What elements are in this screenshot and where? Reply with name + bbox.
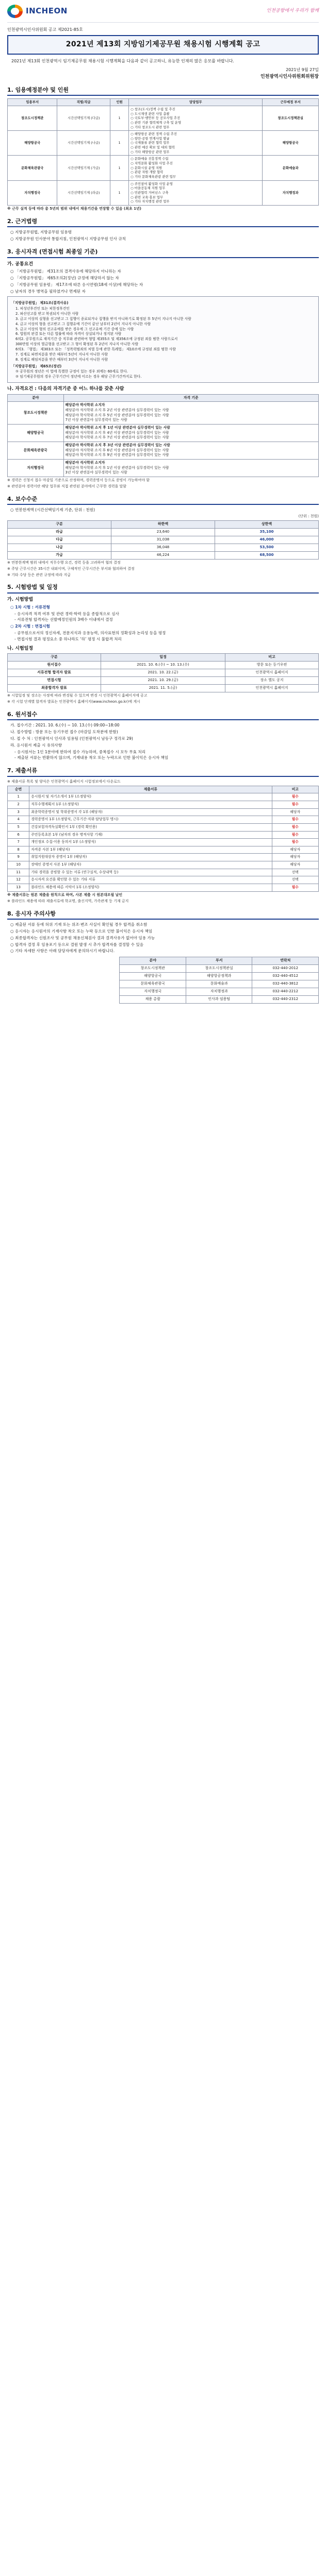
qualification-field: 해양항공국 (8, 425, 64, 442)
document-row (8, 831, 319, 839)
law-item: ○ 지방공무원 인사분야 통합지침, 인천광역시 지방공무원 인사 규칙 (10, 236, 126, 242)
qualification-criteria (63, 402, 318, 425)
document-row (8, 876, 319, 884)
schedule-remark: 인천광역시 홈페이지 (225, 669, 319, 677)
position-table-header (8, 99, 319, 106)
position-duty (129, 106, 263, 130)
document-name: 장애인 증명서 사본 1부 (해당자) (29, 861, 272, 869)
col-field: 분야 (8, 394, 64, 402)
contact-dept: 인사과 임용팀 (186, 995, 252, 1003)
document-name: 개인정보 수집·이용 동의서 1부 (소정양식) (29, 839, 272, 846)
notice-intro: 2021년 제13회 인천광역시 임기제공무원 채용시험 시행계획을 다음과 같이 공고하니, 유능한 인재의 많은 응모를 바랍니다. (11, 59, 234, 64)
position-row (8, 131, 319, 156)
schedule-stage: 면접시험 (8, 677, 101, 685)
notice-number: 인천광역시인사위원회 공고 제2021-85호 (7, 27, 83, 32)
schedule-header (8, 654, 319, 662)
duty-line: ○ 도시재생 관련 사업 총괄 (131, 111, 170, 116)
exam-method-item: ○ 2차 시험 : 면접시험 (10, 624, 50, 629)
col-place: 근무예정 부서 (263, 99, 319, 106)
documents-note: ※ 블라인드 채용에 따라 제출서류에 학교명, 출신지역, 가족관계 등 기재 금지 (7, 899, 129, 903)
contact-phone: 032-440-4512 (252, 972, 319, 980)
document-number: 13 (8, 884, 29, 892)
retirement-row: ① 공무원의 정년은 이 법에 특별한 규정이 있는 경우 외에는 60세로 한다. (15, 369, 128, 374)
document-row (8, 861, 319, 869)
document-number: 5 (8, 823, 29, 831)
requirement-item: ○ 「지방공무원법」 제65조의2(정년) 규정에 해당하지 않는 자 (10, 276, 119, 281)
schedule-row (8, 677, 319, 685)
criteria-line: 7년 이상 관련분야 실무경력이 있는 사람 (65, 418, 127, 422)
salary-max: 53,500 (215, 544, 319, 551)
col-min: 하한액 (111, 520, 215, 528)
contact-phone: 032-440-3812 (252, 980, 319, 988)
common-requirements-list (7, 269, 319, 294)
exam-schedule-title: 나. 시험일정 (7, 646, 34, 651)
col-field: 분야 (120, 957, 186, 965)
application-item: - 제출된 서류는 반환하지 않으며, 기재내용 착오 또는 누락으로 인한 불이익은 응시자 책임 (14, 755, 169, 760)
document-name: 응시자격 요건을 확인할 수 있는 기타 서류 (29, 876, 272, 884)
schedule-row (8, 669, 319, 677)
caution-list (7, 922, 319, 954)
position-grade: 시간선택임기제 (라급) (57, 180, 110, 205)
law-item: ○ 지방공무원법, 지방공무원 임용령 (10, 230, 72, 235)
duty-line: ○ 기타 자치행정 관련 업무 (131, 199, 170, 204)
col-doc: 제출서류 (29, 786, 272, 793)
position-table-body (8, 106, 319, 205)
documents-header (8, 786, 319, 793)
disqualification-row: 6. 법원의 판결 또는 다른 법률에 따라 자격이 상실되거나 정지된 사람 (15, 332, 122, 336)
retirement-list (11, 369, 315, 380)
position-table (7, 98, 319, 205)
contact-row (120, 995, 319, 1003)
criteria-line: 해당분야 박사학위 소지자 (65, 403, 105, 408)
document-remark: 해당자 (272, 808, 318, 816)
salary-row (8, 551, 319, 559)
document-row (8, 823, 319, 831)
schedule-remark: 장소 별도 공지 (225, 677, 319, 685)
contact-table (119, 957, 319, 1004)
salary-notes (7, 561, 319, 578)
salary-row (8, 536, 319, 544)
duty-line: ○ 창조(도시)정책 수립 및 추진 (131, 107, 175, 111)
document-row (8, 808, 319, 816)
criteria-line: 해당분야 석사학위 소지자 (65, 460, 105, 465)
schedule-date: 2021. 10. 6.(수) ~ 10. 13.(수) (101, 662, 225, 669)
incheon-logo-icon (7, 5, 23, 18)
position-count: 1 (110, 131, 128, 156)
disqualification-row: 4. 금고 이상의 형을 선고받고 그 집행유예 기간이 끝난 날부터 2년이 지나지 아니한 사람 (15, 321, 151, 326)
disqualification-row: 8. 징계로 해임처분을 받은 때부터 3년이 지나지 아니한 사람 (15, 357, 108, 362)
disqualification-row: 3. 금고 이상의 실형을 선고받고 그 집행이 종료되거나 집행을 받지 아니하기로 확정된 후 5년이 지나지 아니한 사람 (15, 316, 191, 321)
documents-body (8, 793, 319, 891)
qualification-field: 창조도시정책관 (8, 402, 64, 425)
criteria-line: 해당분야 학사학위 소지 후 7년 이상 관련분야 실무경력이 있는 사람 (65, 435, 169, 440)
slogan: 인천공항에서 우리가 함께 (266, 8, 319, 14)
contact-phone: 032-440-2012 (252, 965, 319, 973)
document-number: 12 (8, 876, 29, 884)
position-count: 1 (110, 106, 128, 130)
salary-grade: 다급 (8, 536, 111, 544)
schedule-remark: 방문 또는 등기우편 (225, 662, 319, 669)
schedule-date: 2021. 10. 29.(금) (101, 677, 225, 685)
salary-row (8, 528, 319, 536)
document-remark: 필수 (272, 793, 318, 801)
document-remark: 필수 (272, 801, 318, 809)
disqualification-box (7, 296, 319, 383)
document-number: 6 (8, 831, 29, 839)
contact-row (120, 980, 319, 988)
contact-field: 자치행정국 (120, 988, 186, 995)
document-row (8, 793, 319, 801)
position-duty (129, 180, 263, 205)
duty-line: ○ 항만·공항 연계사업 발굴 (131, 136, 170, 141)
disqualification-row: 1. 피성년후견인 또는 피한정후견인 (15, 307, 70, 311)
document-number: 9 (8, 854, 29, 861)
criteria-line: 해당분야 석사학위 소지 후 6년 이상 관련분야 실무경력이 있는 사람 (65, 448, 169, 452)
salary-header (8, 520, 319, 528)
contact-phone: 032-440-2212 (252, 988, 319, 995)
document-row (8, 846, 319, 854)
contact-dept: 문화예술과 (186, 980, 252, 988)
schedule-table (7, 653, 319, 692)
position-duty (129, 131, 263, 156)
qualification-row (8, 459, 319, 477)
position-count: 1 (110, 156, 128, 180)
exam-method-item: - 면접시험 결과 평정요소 중 하나라도 ‘하’ 평정 시 불합격 처리 (14, 636, 122, 641)
document-remark: 필수 (272, 823, 318, 831)
schedule-stage: 최종합격자 발표 (8, 685, 101, 692)
salary-grade: 라급 (8, 528, 111, 536)
criteria-line: 해당분야 학사학위 소지 후 9년 이상 관련분야 실무경력이 있는 사람 (65, 453, 169, 457)
disqualification-title: 「지방공무원법」 제31조(결격사유) (11, 301, 69, 306)
duty-line: ○ 마을공동체 지원 업무 (131, 186, 166, 191)
application-item: - 응시원서는 1인 1분야에 한하여 접수 가능하며, 중복접수 시 모두 무효 처리 (14, 749, 146, 754)
duty-line: ○ 국토부·행안부 등 공모사업 추진 (131, 116, 181, 121)
schedule-row (8, 662, 319, 669)
document-name: 블라인드 채용에 따른 서약서 1부 (소정양식) (29, 884, 272, 892)
incheon-logo (7, 5, 68, 18)
section-2-heading: 2. 근거법령 (7, 217, 319, 228)
caution-item: ○ 응시자는 응시원서의 기재사항 착오 또는 누락 등으로 인한 불이익은 응시자 책임 (10, 928, 153, 934)
col-no: 순번 (8, 786, 29, 793)
salary-min: 31,038 (111, 536, 215, 544)
document-row (8, 884, 319, 892)
contact-dept: 해양항공정책과 (186, 972, 252, 980)
document-row (8, 816, 319, 824)
document-number: 3 (8, 808, 29, 816)
notice-date: 2021년 9월 27일 (286, 67, 319, 72)
criteria-line: 해당분야 박사학위 소지 후 3년 이상 관련분야 실무경력이 있는 사람 (65, 443, 170, 447)
document-row (8, 839, 319, 846)
document-number: 8 (8, 846, 29, 854)
document-number: 2 (8, 801, 29, 809)
col-date: 일정 (101, 654, 225, 662)
document-remark: 선택 (272, 876, 318, 884)
document-remark: 필수 (272, 884, 318, 892)
application-list (7, 723, 319, 761)
retirement-row: ② 임기제공무원의 경우 근무기간이 정년에 이르는 경우 해당 근무기간까지로 한다. (15, 375, 142, 379)
document-remark: 필수 (272, 831, 318, 839)
position-place: 자치행정과 (263, 180, 319, 205)
contact-row (120, 965, 319, 973)
criteria-line: 해당분야 석사학위 소지 후 4년 이상 관련분야 실무경력이 있는 사람 (65, 430, 169, 435)
position-place: 창조도시정책관실 (263, 106, 319, 130)
salary-body (8, 528, 319, 559)
col-duty: 담당업무 (129, 99, 263, 106)
notice-org: 인천광역시인사위원회위원장 (260, 74, 319, 79)
documents-desc: ※ 제출서류 목록 및 양식은 인천광역시 홈페이지 시험정보에서 다운로드 (7, 779, 121, 784)
document-name: 취업지원대상자 증명서 1부 (해당자) (29, 854, 272, 861)
disqualification-row: 5. 금고 이상의 형의 선고유예를 받은 경우에 그 선고유예 기간 중에 있는 사람 (15, 327, 134, 331)
requirement-item: ○ 남자의 경우 병역을 필하였거나 면제된 자 (10, 289, 86, 294)
documents-table (7, 786, 319, 892)
schedule-row (8, 685, 319, 692)
duty-line: ○ 관련 교육·홍보 업무 (131, 195, 164, 199)
retirement-title: 「지방공무원법」 제65조(정년) (11, 364, 62, 368)
section-6-heading: 6. 원서접수 (7, 710, 319, 721)
caution-item: ○ 기타 자세한 사항은 아래 담당자에게 문의하시기 바랍니다. (10, 948, 115, 954)
notice-title: 2021년 제13회 지방임기제공무원 채용시험 시행계획 공고 (7, 35, 319, 55)
disqualification-row: 7. 징계로 파면처분을 받은 때부터 5년이 지나지 아니한 사람 (15, 352, 108, 357)
section-3-heading: 3. 응시자격 (면접시험 최종일 기준) (7, 248, 319, 258)
qualification-row (8, 442, 319, 459)
exam-method-item: - 서류전형 합격자는 선발예정인원의 3배수 이내에서 결정 (14, 617, 113, 622)
disqualification-row: 6의2. 공무원으로 재직기간 중 직무와 관련하여 형법 제355조 및 제356조에 규정된 죄를 범한 사람으로서 (15, 337, 178, 342)
contact-field: 창조도시정책관 (120, 965, 186, 973)
criteria-line: 3년 이상 관련분야 실무경력이 있는 사람 (65, 470, 127, 475)
brand-bar (7, 0, 319, 23)
section-1-heading: 1. 임용예정분야 및 인원 (7, 86, 319, 96)
document-remark: 필수 (272, 816, 318, 824)
qualification-criteria (63, 442, 318, 459)
document-number: 7 (8, 839, 29, 846)
notice-page (0, 0, 326, 1012)
duty-line: ○ 관련 기관 협력체계 구축 및 운영 (131, 120, 182, 125)
document-name: 경력증명서 1부 (소정양식, 근무기간·직위·담당업무 명시) (29, 816, 272, 824)
schedule-note: ※ 시험일정 및 장소는 사정에 따라 변경될 수 있으며 변경 시 인천광역시 홈페이지에 공고 (7, 693, 148, 698)
position-grade: 시간선택임기제 (가급) (57, 156, 110, 180)
salary-unit: (단위 : 천원) (298, 514, 319, 519)
schedule-stage: 원서접수 (8, 662, 101, 669)
duty-line: ○ 국제물류 관련 협력 업무 (131, 141, 170, 145)
salary-note: ※ 기타 수당 등은 관련 규정에 따라 지급 (7, 572, 71, 577)
qualification-field: 문화체육관광국 (8, 442, 64, 459)
duty-line: ○ 기타 문화체육관광 관련 업무 (131, 174, 176, 179)
duty-line: ○ 해양항공 관련 정책 수립 추진 (131, 132, 177, 137)
duty-line: ○ 민관협력 거버넌스 구축 (131, 190, 169, 195)
disqualification-row: 6의3. 「형법」 제303조 또는 「성폭력범죄의 처벌 등에 관한 특례법」 제10조에 규정된 죄를 범한 사람 (15, 347, 176, 351)
position-place: 해양항공국 (263, 131, 319, 156)
salary-max: 68,500 (215, 551, 319, 559)
qualification-row (8, 425, 319, 442)
schedule-note: ※ 각 시험 단계별 합격자 발표는 인천광역시 홈페이지(www.incheon.go.kr)에 게시 (7, 699, 140, 704)
application-item: 다. 접 수 처 : 인천광역시 인사과 임용팀 (인천광역시 남동구 정각로 29) (10, 736, 133, 741)
exam-method-item: ○ 1차 시험 : 서류전형 (10, 604, 50, 609)
section-5-heading: 5. 시험방법 및 일정 (7, 583, 319, 594)
contact-field: 문화체육관광국 (120, 980, 186, 988)
contact-body (120, 965, 319, 1004)
application-item: 가. 접수기간 : 2021. 10. 6.(수) ~ 10. 13.(수) 09:00~18:00 (10, 723, 120, 728)
exam-method-list (7, 605, 319, 642)
contact-header (120, 957, 319, 965)
col-dept: 부서 (186, 957, 252, 965)
salary-note: ※ 연봉한계액 범위 내에서 직무수행 요건, 경력 등을 고려하여 협의 결정 (7, 560, 121, 565)
qualification-header (8, 394, 319, 402)
position-dept: 자치행정국 (8, 180, 57, 205)
document-name: 기타 경력을 증빙할 수 있는 서류 (연구실적, 수상내역 등) (29, 869, 272, 876)
salary-min: 36,048 (111, 544, 215, 551)
exam-method-item: - 응시자격 적격 여부 및 관련 경력·학력 등을 종합적으로 심사 (14, 611, 119, 616)
caution-item: ○ 제출된 서류 등에 허위 기재 또는 위조·변조 사실이 확인될 경우 합격을 취소함 (10, 922, 148, 927)
col-criteria: 자격 기준 (63, 394, 318, 402)
contact-dept: 창조도시정책관실 (186, 965, 252, 973)
salary-min: 23,640 (111, 528, 215, 536)
exam-method-title: 가. 시험방법 (7, 597, 34, 603)
col-phone: 연락처 (252, 957, 319, 965)
salary-min: 46,224 (111, 551, 215, 559)
document-remark: 해당자 (272, 846, 318, 854)
qualification-note: ※ 관련분야 경력이란 해당 업무와 직접 관련된 분야에서 근무한 경력을 말함 (7, 484, 126, 488)
contact-field: 해양항공국 (120, 972, 186, 980)
col-count: 인원 (110, 99, 128, 106)
requirement-item: ○ 「지방공무원 임용령」 제17조에 따른 응시연령(18세 이상)에 해당하는 자 (10, 282, 143, 287)
document-row (8, 869, 319, 876)
schedule-date: 2021. 10. 22.(금) (101, 669, 225, 677)
criteria-line: 해당분야 석사학위 소지 후 2년 이상 관련분야 실무경력이 있는 사람 (65, 408, 169, 413)
disqualification-row: 2. 파산선고를 받고 복권되지 아니한 사람 (15, 312, 79, 316)
requirement-item: ○ 「지방공무원법」 제31조의 결격사유에 해당하지 아니하는 자 (10, 269, 121, 274)
position-grade: 시간선택임기제 (다급) (57, 106, 110, 130)
application-item: 라. 응시원서 제출 시 유의사항 (10, 742, 62, 748)
exam-method-item: - 공무원으로서의 정신자세, 전문지식과 응용능력, 의사표현의 정확성과 논리성 등을 평정 (14, 630, 166, 635)
salary-grade: 나급 (8, 544, 111, 551)
application-item: 나. 접수방법 : 방문 또는 등기우편 접수 (마감일 도착분에 한함) (10, 730, 118, 735)
salary-grade: 가급 (8, 551, 111, 559)
caution-item: ○ 최종합격자는 신원조사 및 공무원 채용신체검사 결과 결격사유가 없어야 임용 가능 (10, 935, 155, 940)
position-grade: 시간선택임기제 (나급) (57, 131, 110, 156)
document-number: 4 (8, 816, 29, 824)
position-duty (129, 156, 263, 180)
position-row (8, 180, 319, 205)
col-note: 비고 (272, 786, 318, 793)
document-name: 응시원서 및 자기소개서 1부 (소정양식) (29, 793, 272, 801)
document-name: 자격증 사본 1부 (해당자) (29, 846, 272, 854)
section-4-heading: 4. 보수수준 (7, 495, 319, 505)
section-7-heading: 7. 제출서류 (7, 767, 319, 777)
salary-table (7, 520, 319, 560)
duty-line: ○ 기타 해양항공 관련 업무 (131, 149, 170, 154)
qualification-title: 나. 자격요건 : 다음의 자격기준 중 어느 하나를 갖춘 사람 (7, 386, 124, 392)
document-name: 건강보험자격득실확인서 1부 (경력 확인용) (29, 823, 272, 831)
col-max: 상한액 (215, 520, 319, 528)
salary-row (8, 544, 319, 551)
position-count: 1 (110, 180, 128, 205)
document-name: 주민등록초본 1부 (남자의 경우 병적사항 기재) (29, 831, 272, 839)
criteria-line: 해당분야 학사학위 소지 후 1년 이상 관련분야 실무경력이 있는 사람 (65, 465, 169, 470)
disqualification-list (11, 307, 315, 362)
qualification-row (8, 402, 319, 425)
salary-note: ※ 주당 근무시간은 35시간 내외이며, 구체적인 근무시간은 부서와 협의하여 결정 (7, 566, 135, 571)
position-dept: 문화체육관광국 (8, 156, 57, 180)
position-dept: 창조도시정책관 (8, 106, 57, 130)
col-remark: 비고 (225, 654, 319, 662)
salary-max: 46,000 (215, 536, 319, 544)
contact-phone: 032-440-2312 (252, 995, 319, 1003)
schedule-date: 2021. 11. 5.(금) (101, 685, 225, 692)
duty-line: ○ 문화예술 진흥정책 수립 (131, 157, 169, 161)
document-number: 1 (8, 793, 29, 801)
position-dept: 해양항공국 (8, 131, 57, 156)
contact-field: 채용 총괄 (120, 995, 186, 1003)
position-row (8, 156, 319, 180)
document-name: 최종학력증명서 및 학위증명서 각 1부 (해당자) (29, 808, 272, 816)
duty-line: ○ 관광 자원 개발 협력 (131, 170, 164, 175)
caution-item: ○ 합격자 결정 후 임용포기 등으로 결원 발생 시 추가 합격자를 결정할 수 있음 (10, 942, 144, 947)
documents-note: ※ 제출서류는 원본 제출을 원칙으로 하며, 사본 제출 시 원본대조필 날인 (7, 892, 123, 897)
qualification-field: 자치행정국 (8, 459, 64, 477)
document-row (8, 854, 319, 861)
document-name: 직무수행계획서 1부 (소정양식) (29, 801, 272, 809)
criteria-line: 해당분야 학사학위 소지 후 5년 이상 관련분야 실무경력이 있는 사람 (65, 413, 169, 417)
duty-line: ○ 문화시설 운영 지원 (131, 165, 162, 170)
schedule-remark: 인천광역시 홈페이지 (225, 685, 319, 692)
document-remark: 해당자 (272, 861, 318, 869)
section-8-heading: 8. 응시자 주의사항 (7, 910, 319, 920)
contact-row (120, 988, 319, 995)
qualification-body (8, 402, 319, 477)
contact-dept: 자치행정과 (186, 988, 252, 995)
document-number: 11 (8, 869, 29, 876)
duty-line: ○ 기타 창조도시 관련 업무 (131, 125, 170, 129)
disqualification-row: 300만원 이상의 벌금형을 선고받고 그 형이 확정된 후 2년이 지나지 아니한 사람 (15, 342, 139, 347)
criteria-line: 해당분야 박사학위 소지 후 1년 이상 관련분야 실무경력이 있는 사람 (65, 426, 170, 430)
qualification-criteria (63, 459, 318, 477)
salary-desc: ○ 연봉한계액 (시간선택임기제 기준, 단위 : 천원) (10, 507, 95, 513)
qualification-criteria (63, 425, 318, 442)
col-grade: 직렬/직급 (57, 99, 110, 106)
schedule-body (8, 662, 319, 692)
position-footnote: ※ 근무 실적 등에 따라 총 5년의 범위 내에서 채용기간을 연장할 수 있음 (최초 1년) (7, 206, 141, 211)
position-place: 문화예술과 (263, 156, 319, 180)
schedule-stage: 서류전형 합격자 발표 (8, 669, 101, 677)
col-dept: 임용부서 (8, 99, 57, 106)
document-remark: 해당자 (272, 854, 318, 861)
contact-row (120, 972, 319, 980)
document-row (8, 801, 319, 809)
logo-text: INCHEON (26, 6, 68, 15)
duty-line: ○ 관련 예산 확보 및 대외 협력 (131, 145, 175, 150)
salary-max: 35,100 (215, 528, 319, 536)
duty-line: ○ 지역문화 활성화 사업 추진 (131, 161, 173, 166)
qualification-table (7, 394, 319, 477)
col-grade: 구분 (8, 520, 111, 528)
col-stage: 구분 (8, 654, 101, 662)
qualification-note: ※ 경력은 신청서 접수 마감일 기준으로 산정하며, 경력증명서 등으로 증빙이 가능하여야 함 (7, 478, 150, 482)
document-number: 10 (8, 861, 29, 869)
document-remark: 선택 (272, 869, 318, 876)
document-remark: 필수 (272, 839, 318, 846)
common-requirements-title: 가. 공통요건 (7, 261, 34, 267)
position-row (8, 106, 319, 130)
duty-line: ○ 주민참여 활성화 사업 운영 (131, 181, 173, 186)
